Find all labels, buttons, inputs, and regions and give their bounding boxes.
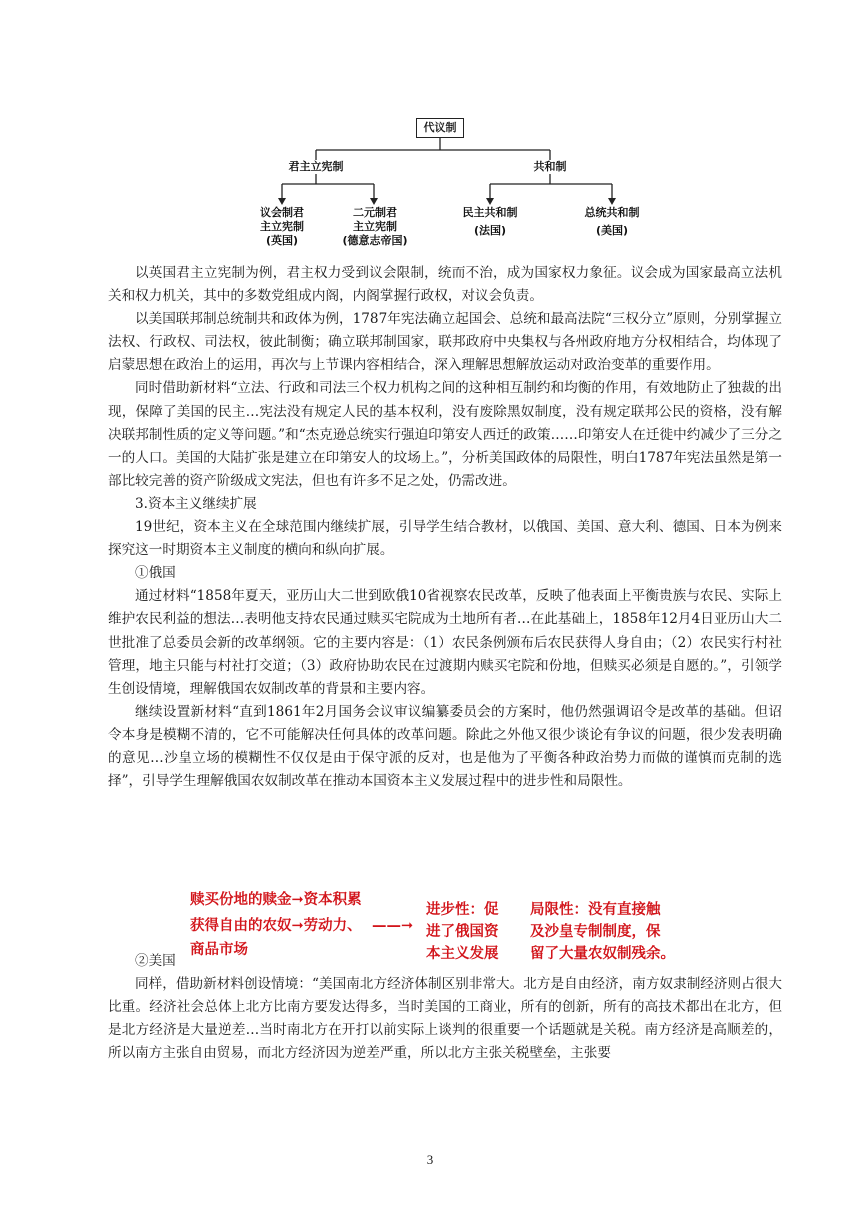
- diagram-root: 代议制: [416, 118, 464, 138]
- diagram-leaf-1: 议会制君 主立宪制 (英国): [260, 206, 304, 247]
- diagram-leaf-2: 二元制君 主立宪制 (德意志帝国): [342, 206, 408, 247]
- annotation-left-2: 获得自由的农奴➞劳动力、: [190, 918, 362, 934]
- annotation-mid-1: 进步性：促: [426, 902, 499, 918]
- annotation-right-1: 局限性：没有直接触: [530, 902, 661, 918]
- annotation-arrow: ——➞: [372, 918, 414, 934]
- paragraph: 通过材料“1858年夏天，亚历山大二世到欧俄10省视察农民改革，反映了他表面上平衡贵族与农民、实际上维护农民利益的想法…表明他支持农民通过赎买宅院成为土地所有者…在此基础上，1858年12月4日亚历山大二世批准了总委员会新的改革纲领。它的主要内容是：（1）农民条例颁布后农民获得人身自由；（2）农民实行村社管理，地主只能与村社打交道；（3）政府协助农民在过渡期内赎买宅院和份地，但赎买必须是自愿的。”，引领学生创设情境，理解俄国农奴制改革的背景和主要内容。: [108, 588, 782, 697]
- annotation-mid-2: 进了俄国资: [426, 924, 499, 940]
- subsection-heading: ①俄国: [135, 565, 176, 582]
- body-text-continued: [108, 950, 782, 1065]
- annotation-mid-3: 本主义发展: [426, 946, 499, 962]
- subsection-heading: ②美国: [135, 953, 176, 969]
- diagram-leaf-3: 民主共和制 (法国): [462, 206, 518, 237]
- annotation-right-3: 留了大量农奴制残余。: [530, 946, 675, 962]
- page-number: 3: [426, 1152, 434, 1167]
- paragraph: 以英国君主立宪制为例，君主权力受到议会限制，统而不治，成为国家权力象征。议会成为国家最高立法机关和权力机关，其中的多数党组成内阁，内阁掌握行政权，对议会负责。: [108, 265, 782, 305]
- government-forms-diagram: [250, 112, 650, 262]
- annotation-left-1: 赎买份地的赎金➞资本积累: [190, 892, 362, 908]
- paragraph: 同样，借助新材料创设情境：“美国南北方经济体制区别非常大。北方是自由经济，南方奴隶制经济则占很大比重。经济社会总体上北方比南方要发达得多，当时美国的工商业，所有的创新，所有的高技术都出在北方，但是北方经济是大量逆差…当时南北方在开打以前实际上谈判的很重要一个话题就是关税。南方经济是高顺差的，所以南方主张自由贸易，而北方经济因为逆差严重，所以北方主张关税壁垒，主张要: [108, 976, 782, 1062]
- paragraph: 19世纪，资本主义在全球范围内继续扩展，引导学生结合教材，以俄国、美国、意大利、德国、日本为例来探究这一时期资本主义制度的横向和纵向扩展。: [108, 519, 782, 559]
- annotation-right-2: 及沙皇专制制度，保: [530, 924, 661, 940]
- paragraph: 以美国联邦制总统制共和政体为例，1787年宪法确立起国会、总统和最高法院“三权分立”原则，分别掌握立法权、行政权、司法权，彼此制衡；确立联邦制国家，联邦政府中央集权与各州政府地方分权相结合，均体现了启蒙思想在政治上的运用，再次与上节课内容相结合，深入理解思想解放运动对政治变革的重要作用。: [108, 311, 782, 374]
- diagram-leaf-4: 总统共和制 (美国): [584, 206, 640, 237]
- section-heading: 3.资本主义继续扩展: [135, 495, 257, 512]
- paragraph: 继续设置新材料“直到1861年2月国务会议审议编纂委员会的方案时，他仍然强调诏令是改革的基础。但诏令本身是模糊不清的，它不可能解决任何具体的改革问题。除此之外他又很少谈论有争议的问题，很少发表明确的意见…沙皇立场的模糊性不仅仅是由于保守派的反对，也是他为了平衡各种政治势力而做的谨慎而克制的选择”，引导学生理解俄国农奴制改革在推动本国资本主义发展过程中的进步性和局限性。: [108, 703, 782, 790]
- annotation-left-3: 商品市场: [190, 942, 248, 958]
- diagram-left-branch: 君主立宪制: [288, 160, 344, 173]
- body-text: [108, 262, 782, 793]
- paragraph: 同时借助新材料“立法、行政和司法三个权力机构之间的这种相互制约和均衡的作用，有效地防止了独裁的出现，保障了美国的民主…宪法没有规定人民的基本权利，没有废除黑奴制度，没有规定联邦公民的资格，没有解决联邦制性质的定义等问题。”和“杰克逊总统实行强迫印第安人西迁的政策……印第安人在迁徙中约减少了三分之一的人口。美国的大陆扩张是建立在印第安人的坟场上。”，分析美国政体的局限性，明白1787年宪法虽然是第一部比较完善的资产阶级成文宪法，但也有许多不足之处，仍需改进。: [108, 380, 782, 489]
- diagram-right-branch: 共和制: [533, 160, 567, 173]
